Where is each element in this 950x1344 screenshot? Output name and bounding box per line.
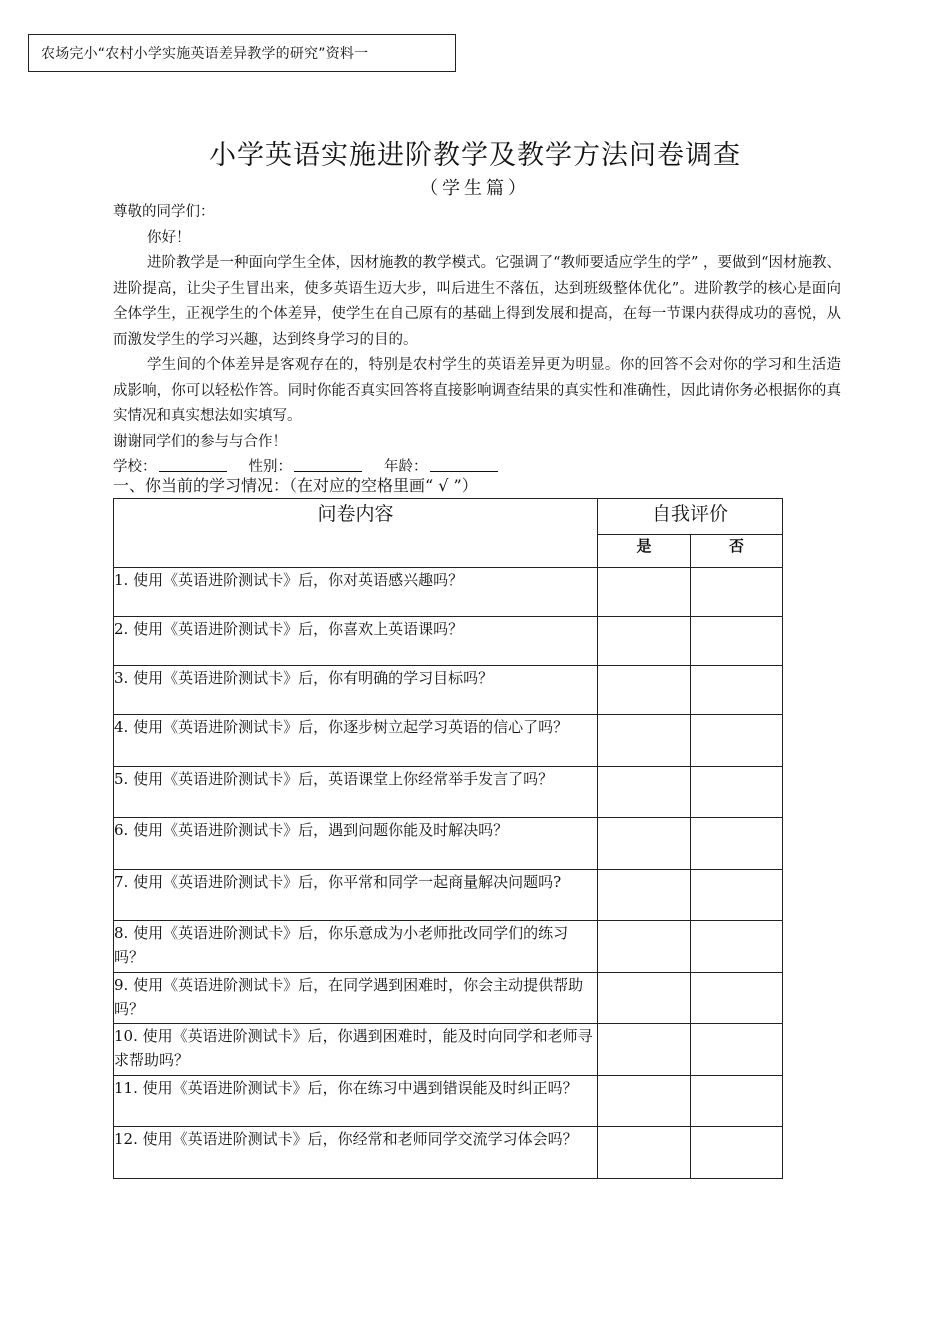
page-title: 小学英语实施进阶教学及教学方法问卷调查 (209, 140, 741, 171)
gender-label: 性别： (248, 459, 292, 475)
answer-cell-no[interactable] (691, 972, 783, 1024)
table-row (114, 666, 783, 715)
table-row (114, 715, 783, 767)
column-header-self-eval: 自我评价 (598, 499, 783, 535)
answer-cell-no[interactable] (691, 568, 783, 617)
answer-cell-no[interactable] (691, 666, 783, 715)
answer-cell-no[interactable] (691, 1127, 783, 1179)
page-subtitle: （学生篇） (420, 178, 530, 199)
table-row (114, 1075, 783, 1127)
document-header-box: 农场完小“农村小学实施英语差异教学的研究”资料一 (28, 34, 456, 72)
answer-cell-yes[interactable] (598, 617, 691, 666)
answer-cell-yes[interactable] (598, 1075, 691, 1127)
answer-cell-yes[interactable] (598, 1127, 691, 1179)
answer-cell-yes[interactable] (598, 1024, 691, 1076)
answer-cell-no[interactable] (691, 617, 783, 666)
question-text: 4. 使用《英语进阶测试卡》后，你逐步树立起学习英语的信心了吗？ (114, 715, 598, 767)
answer-cell-yes[interactable] (598, 666, 691, 715)
answer-cell-no[interactable] (691, 1075, 783, 1127)
answer-cell-yes[interactable] (598, 818, 691, 870)
question-text: 10. 使用《英语进阶测试卡》后，你遇到困难时，能及时向同学和老师寻求帮助吗？ (114, 1024, 598, 1076)
answer-cell-yes[interactable] (598, 766, 691, 818)
thanks-line: 谢谢同学们的参与与合作！ (113, 433, 287, 450)
question-text: 6. 使用《英语进阶测试卡》后，遇到问题你能及时解决吗？ (114, 818, 598, 870)
answer-cell-no[interactable] (691, 818, 783, 870)
table-row (114, 1024, 783, 1076)
salutation: 尊敬的同学们： (113, 204, 215, 220)
gender-field[interactable] (294, 455, 362, 472)
column-header-yes: 是 (598, 535, 691, 568)
age-field[interactable] (430, 455, 498, 472)
answer-cell-yes[interactable] (598, 715, 691, 767)
intro-paragraph-2: 学生间的个体差异是客观存在的，特别是农村学生的英语差异更为明显。你的回答不会对你的学习和生活造成影响，你可以轻松作答。同时你能否真实回答将直接影响调查结果的真实性和准确性，因此请你务必根据你的真实情况和真实想法如实填写。 (113, 357, 841, 424)
table-row (114, 617, 783, 666)
answer-cell-yes[interactable] (598, 921, 691, 973)
section-1-heading: 一、你当前的学习情况：（在对应的空格里画“ √ ”） (113, 476, 478, 495)
intro-paragraph-1: 进阶教学是一种面向学生全体，因材施教的教学模式。它强调了“教师要适应学生的学” ，要做到“因材施教、进阶提高，让尖子生冒出来，使多英语生迈大步，叫后进生不落伍，达到班级整体优化”。进阶教学的核心是面向全体学生，正视学生的个体差异，使学生在自己原有的基础上得到发展和提高，在每一节课内获得成功的喜悦，从而激发学生的学习兴趣，达到终身学习的目的。 (113, 255, 841, 348)
answer-cell-no[interactable] (691, 766, 783, 818)
table-row (114, 921, 783, 973)
greeting: 你好！ (147, 229, 191, 246)
questionnaire-table (113, 498, 783, 1179)
answer-cell-no[interactable] (691, 869, 783, 921)
question-text: 11. 使用《英语进阶测试卡》后，你在练习中遇到错误能及时纠正吗？ (114, 1075, 598, 1127)
question-text: 3. 使用《英语进阶测试卡》后，你有明确的学习目标吗？ (114, 666, 598, 715)
table-row (114, 818, 783, 870)
school-label: 学校： (113, 459, 157, 475)
school-field[interactable] (159, 455, 227, 472)
table-row (114, 972, 783, 1024)
question-text: 9. 使用《英语进阶测试卡》后，在同学遇到困难时，你会主动提供帮助吗？ (114, 972, 598, 1024)
column-header-content: 问卷内容 (114, 499, 598, 568)
answer-cell-no[interactable] (691, 921, 783, 973)
intro-section (113, 200, 841, 481)
answer-cell-no[interactable] (691, 1024, 783, 1076)
answer-cell-no[interactable] (691, 715, 783, 767)
answer-cell-yes[interactable] (598, 972, 691, 1024)
table-row (114, 568, 783, 617)
question-text: 5. 使用《英语进阶测试卡》后，英语课堂上你经常举手发言了吗？ (114, 766, 598, 818)
answer-cell-yes[interactable] (598, 869, 691, 921)
answer-cell-yes[interactable] (598, 568, 691, 617)
column-header-no: 否 (691, 535, 783, 568)
table-row (114, 1127, 783, 1179)
question-text: 2. 使用《英语进阶测试卡》后，你喜欢上英语课吗？ (114, 617, 598, 666)
question-text: 7. 使用《英语进阶测试卡》后，你平常和同学一起商量解决问题吗? (114, 869, 598, 921)
question-text: 1. 使用《英语进阶测试卡》后，你对英语感兴趣吗？ (114, 568, 598, 617)
question-text: 8. 使用《英语进阶测试卡》后，你乐意成为小老师批改同学们的练习吗？ (114, 921, 598, 973)
table-row (114, 869, 783, 921)
age-label: 年龄： (384, 459, 428, 475)
table-row (114, 766, 783, 818)
question-text: 12. 使用《英语进阶测试卡》后，你经常和老师同学交流学习体会吗？ (114, 1127, 598, 1179)
